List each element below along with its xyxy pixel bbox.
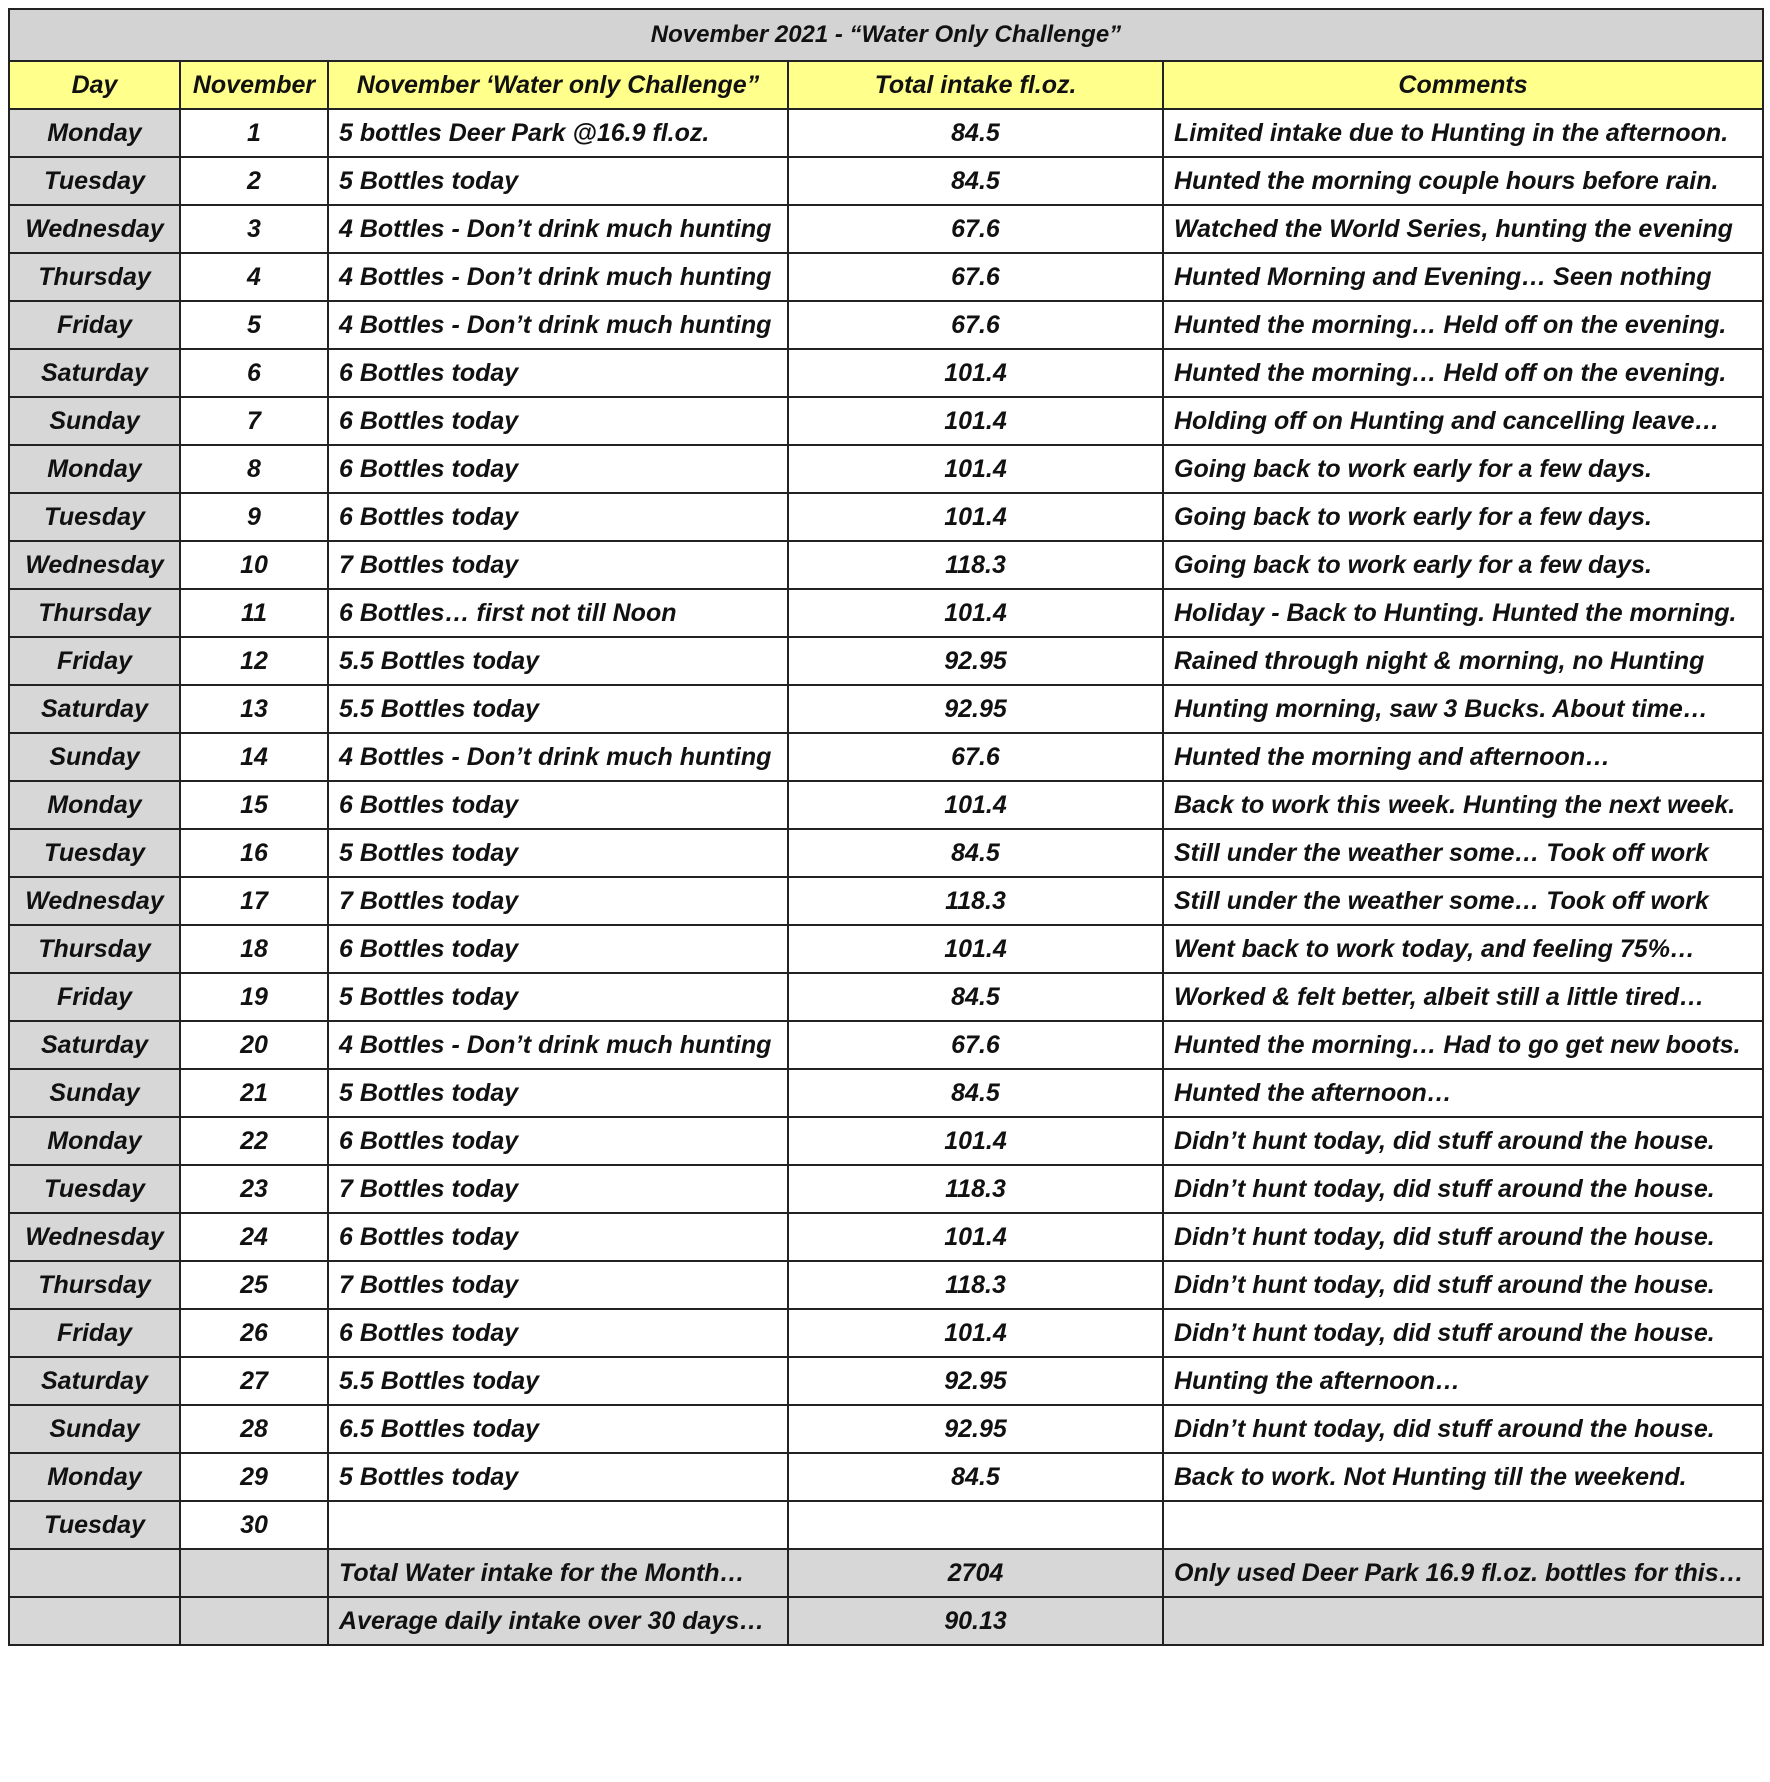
- total-intake-cell: 84.5: [788, 829, 1163, 877]
- table-row: [9, 733, 1763, 781]
- total-intake-cell: 67.6: [788, 205, 1163, 253]
- description-cell: 6 Bottles today: [328, 925, 788, 973]
- description-cell: 4 Bottles - Don’t drink much hunting: [328, 205, 788, 253]
- table-row: [9, 1021, 1763, 1069]
- comment-cell: Hunted the morning and afternoon…: [1163, 733, 1763, 781]
- total-intake-cell: 101.4: [788, 1309, 1163, 1357]
- total-intake-cell: 101.4: [788, 925, 1163, 973]
- day-cell: Thursday: [9, 925, 180, 973]
- header-row: [9, 61, 1763, 109]
- comment-cell: Rained through night & morning, no Hunting: [1163, 637, 1763, 685]
- table-row: [9, 349, 1763, 397]
- day-cell: Tuesday: [9, 829, 180, 877]
- date-cell: 25: [180, 1261, 328, 1309]
- table-row: [9, 109, 1763, 157]
- total-intake-cell: 84.5: [788, 973, 1163, 1021]
- table-row: [9, 685, 1763, 733]
- day-cell: Monday: [9, 1117, 180, 1165]
- total-intake-cell: 84.5: [788, 157, 1163, 205]
- date-cell: 11: [180, 589, 328, 637]
- header-total-intake: Total intake fl.oz.: [788, 61, 1163, 109]
- description-cell: 5 Bottles today: [328, 973, 788, 1021]
- comment-cell: Hunted the morning… Had to go get new boots.: [1163, 1021, 1763, 1069]
- day-cell: Tuesday: [9, 493, 180, 541]
- table-row: [9, 1405, 1763, 1453]
- description-cell: 5 Bottles today: [328, 1453, 788, 1501]
- total-intake-cell: 67.6: [788, 1021, 1163, 1069]
- description-cell: 4 Bottles - Don’t drink much hunting: [328, 301, 788, 349]
- day-cell: Tuesday: [9, 157, 180, 205]
- comment-cell: Worked & felt better, albeit still a little tired…: [1163, 973, 1763, 1021]
- header-day: Day: [9, 61, 180, 109]
- date-cell: 13: [180, 685, 328, 733]
- summary-comment: Only used Deer Park 16.9 fl.oz. bottles for this…: [1163, 1549, 1763, 1597]
- empty-cell: [180, 1549, 328, 1597]
- total-intake-cell: 101.4: [788, 397, 1163, 445]
- date-cell: 17: [180, 877, 328, 925]
- table-row: [9, 877, 1763, 925]
- comment-cell: Going back to work early for a few days.: [1163, 541, 1763, 589]
- day-cell: Thursday: [9, 253, 180, 301]
- comment-cell: Hunting morning, saw 3 Bucks. About time…: [1163, 685, 1763, 733]
- description-cell: 5 Bottles today: [328, 829, 788, 877]
- date-cell: 3: [180, 205, 328, 253]
- empty-cell: [180, 1597, 328, 1645]
- comment-cell: Going back to work early for a few days.: [1163, 445, 1763, 493]
- description-cell: 6 Bottles today: [328, 493, 788, 541]
- description-cell: 4 Bottles - Don’t drink much hunting: [328, 253, 788, 301]
- date-cell: 20: [180, 1021, 328, 1069]
- table-row: [9, 973, 1763, 1021]
- header-date: November: [180, 61, 328, 109]
- day-cell: Wednesday: [9, 877, 180, 925]
- date-cell: 9: [180, 493, 328, 541]
- date-cell: 15: [180, 781, 328, 829]
- day-cell: Wednesday: [9, 1213, 180, 1261]
- table-row: [9, 541, 1763, 589]
- description-cell: 6 Bottles today: [328, 445, 788, 493]
- table-row: [9, 1501, 1763, 1549]
- comment-cell: Didn’t hunt today, did stuff around the house.: [1163, 1117, 1763, 1165]
- comment-cell: Still under the weather some… Took off work: [1163, 829, 1763, 877]
- day-cell: Sunday: [9, 733, 180, 781]
- comment-cell: Hunted the morning couple hours before rain.: [1163, 157, 1763, 205]
- comment-cell: Still under the weather some… Took off work: [1163, 877, 1763, 925]
- description-cell: 6 Bottles today: [328, 1309, 788, 1357]
- summary-value: 90.13: [788, 1597, 1163, 1645]
- date-cell: 19: [180, 973, 328, 1021]
- day-cell: Thursday: [9, 1261, 180, 1309]
- date-cell: 10: [180, 541, 328, 589]
- comment-cell: Hunted the afternoon…: [1163, 1069, 1763, 1117]
- description-cell: 6 Bottles… first not till Noon: [328, 589, 788, 637]
- day-cell: Saturday: [9, 1357, 180, 1405]
- table-row: [9, 493, 1763, 541]
- date-cell: 30: [180, 1501, 328, 1549]
- description-cell: 4 Bottles - Don’t drink much hunting: [328, 1021, 788, 1069]
- comment-cell: Went back to work today, and feeling 75%…: [1163, 925, 1763, 973]
- description-cell: 6 Bottles today: [328, 349, 788, 397]
- comment-cell: Didn’t hunt today, did stuff around the house.: [1163, 1309, 1763, 1357]
- day-cell: Sunday: [9, 1069, 180, 1117]
- date-cell: 29: [180, 1453, 328, 1501]
- day-cell: Friday: [9, 973, 180, 1021]
- header-description: November ‘Water only Challenge”: [328, 61, 788, 109]
- total-intake-cell: 92.95: [788, 1357, 1163, 1405]
- day-cell: Monday: [9, 445, 180, 493]
- day-cell: Friday: [9, 1309, 180, 1357]
- description-cell: 5.5 Bottles today: [328, 637, 788, 685]
- date-cell: 12: [180, 637, 328, 685]
- summary-section: [9, 1549, 1763, 1645]
- date-cell: 16: [180, 829, 328, 877]
- comment-cell: Hunting the afternoon…: [1163, 1357, 1763, 1405]
- table-row: [9, 1117, 1763, 1165]
- total-intake-cell: 84.5: [788, 1069, 1163, 1117]
- table-row: [9, 1453, 1763, 1501]
- header-comments: Comments: [1163, 61, 1763, 109]
- total-intake-cell: 92.95: [788, 637, 1163, 685]
- summary-row: [9, 1549, 1763, 1597]
- day-cell: Sunday: [9, 1405, 180, 1453]
- table-row: [9, 829, 1763, 877]
- table-row: [9, 925, 1763, 973]
- date-cell: 8: [180, 445, 328, 493]
- total-intake-cell: [788, 1501, 1163, 1549]
- comment-cell: Going back to work early for a few days.: [1163, 493, 1763, 541]
- table-row: [9, 205, 1763, 253]
- description-cell: 6.5 Bottles today: [328, 1405, 788, 1453]
- description-cell: 6 Bottles today: [328, 1117, 788, 1165]
- comment-cell: Didn’t hunt today, did stuff around the house.: [1163, 1405, 1763, 1453]
- day-cell: Monday: [9, 781, 180, 829]
- table-row: [9, 301, 1763, 349]
- comment-cell: Back to work. Not Hunting till the weekend.: [1163, 1453, 1763, 1501]
- description-cell: 7 Bottles today: [328, 1261, 788, 1309]
- day-cell: Friday: [9, 637, 180, 685]
- date-cell: 26: [180, 1309, 328, 1357]
- total-intake-cell: 92.95: [788, 1405, 1163, 1453]
- total-intake-cell: 101.4: [788, 1213, 1163, 1261]
- total-intake-cell: 118.3: [788, 1261, 1163, 1309]
- day-cell: Thursday: [9, 589, 180, 637]
- comment-cell: Holding off on Hunting and cancelling leave…: [1163, 397, 1763, 445]
- sheet-title: November 2021 - “Water Only Challenge”: [9, 9, 1763, 61]
- total-intake-cell: 84.5: [788, 1453, 1163, 1501]
- summary-value: 2704: [788, 1549, 1163, 1597]
- total-intake-cell: 67.6: [788, 733, 1163, 781]
- table-row: [9, 1165, 1763, 1213]
- comment-cell: Hunted Morning and Evening… Seen nothing: [1163, 253, 1763, 301]
- day-cell: Sunday: [9, 397, 180, 445]
- total-intake-cell: 101.4: [788, 589, 1163, 637]
- table-row: [9, 1261, 1763, 1309]
- empty-cell: [9, 1549, 180, 1597]
- date-cell: 22: [180, 1117, 328, 1165]
- description-cell: 7 Bottles today: [328, 877, 788, 925]
- date-cell: 28: [180, 1405, 328, 1453]
- date-cell: 4: [180, 253, 328, 301]
- comment-cell: Hunted the morning… Held off on the evening.: [1163, 301, 1763, 349]
- total-intake-cell: 101.4: [788, 445, 1163, 493]
- description-cell: 5 bottles Deer Park @16.9 fl.oz.: [328, 109, 788, 157]
- total-intake-cell: 101.4: [788, 1117, 1163, 1165]
- description-cell: 5.5 Bottles today: [328, 1357, 788, 1405]
- day-cell: Monday: [9, 109, 180, 157]
- date-cell: 27: [180, 1357, 328, 1405]
- day-cell: Tuesday: [9, 1501, 180, 1549]
- date-cell: 2: [180, 157, 328, 205]
- table-row: [9, 1309, 1763, 1357]
- description-cell: 7 Bottles today: [328, 541, 788, 589]
- comment-cell: Limited intake due to Hunting in the afternoon.: [1163, 109, 1763, 157]
- total-intake-cell: 67.6: [788, 253, 1163, 301]
- table-row: [9, 1069, 1763, 1117]
- description-cell: 6 Bottles today: [328, 781, 788, 829]
- table-row: [9, 445, 1763, 493]
- table-row: [9, 1213, 1763, 1261]
- comment-cell: Watched the World Series, hunting the evening: [1163, 205, 1763, 253]
- description-cell: 6 Bottles today: [328, 397, 788, 445]
- table-row: [9, 637, 1763, 685]
- description-cell: 4 Bottles - Don’t drink much hunting: [328, 733, 788, 781]
- date-cell: 6: [180, 349, 328, 397]
- comment-cell: Didn’t hunt today, did stuff around the house.: [1163, 1261, 1763, 1309]
- comment-cell: Holiday - Back to Hunting. Hunted the morning.: [1163, 589, 1763, 637]
- total-intake-cell: 118.3: [788, 541, 1163, 589]
- comment-cell: Didn’t hunt today, did stuff around the house.: [1163, 1213, 1763, 1261]
- summary-comment: [1163, 1597, 1763, 1645]
- table-row: [9, 253, 1763, 301]
- total-intake-cell: 84.5: [788, 109, 1163, 157]
- day-cell: Friday: [9, 301, 180, 349]
- description-cell: 5 Bottles today: [328, 157, 788, 205]
- table-row: [9, 781, 1763, 829]
- table-row: [9, 1357, 1763, 1405]
- date-cell: 18: [180, 925, 328, 973]
- day-cell: Saturday: [9, 685, 180, 733]
- description-cell: 7 Bottles today: [328, 1165, 788, 1213]
- comment-cell: [1163, 1501, 1763, 1549]
- description-cell: 5 Bottles today: [328, 1069, 788, 1117]
- day-cell: Saturday: [9, 349, 180, 397]
- description-cell: 6 Bottles today: [328, 1213, 788, 1261]
- day-cell: Wednesday: [9, 205, 180, 253]
- table-body: [9, 109, 1763, 1549]
- day-cell: Tuesday: [9, 1165, 180, 1213]
- date-cell: 14: [180, 733, 328, 781]
- summary-row: [9, 1597, 1763, 1645]
- description-cell: 5.5 Bottles today: [328, 685, 788, 733]
- date-cell: 23: [180, 1165, 328, 1213]
- total-intake-cell: 101.4: [788, 349, 1163, 397]
- total-intake-cell: 101.4: [788, 493, 1163, 541]
- date-cell: 7: [180, 397, 328, 445]
- date-cell: 24: [180, 1213, 328, 1261]
- empty-cell: [9, 1597, 180, 1645]
- date-cell: 5: [180, 301, 328, 349]
- date-cell: 21: [180, 1069, 328, 1117]
- total-intake-cell: 118.3: [788, 1165, 1163, 1213]
- water-intake-table: [8, 8, 1764, 1646]
- summary-label: Average daily intake over 30 days…: [328, 1597, 788, 1645]
- table-row: [9, 589, 1763, 637]
- date-cell: 1: [180, 109, 328, 157]
- table-row: [9, 397, 1763, 445]
- comment-cell: Hunted the morning… Held off on the evening.: [1163, 349, 1763, 397]
- total-intake-cell: 92.95: [788, 685, 1163, 733]
- comment-cell: Didn’t hunt today, did stuff around the house.: [1163, 1165, 1763, 1213]
- summary-label: Total Water intake for the Month…: [328, 1549, 788, 1597]
- day-cell: Wednesday: [9, 541, 180, 589]
- table-row: [9, 157, 1763, 205]
- total-intake-cell: 101.4: [788, 781, 1163, 829]
- total-intake-cell: 67.6: [788, 301, 1163, 349]
- description-cell: [328, 1501, 788, 1549]
- day-cell: Saturday: [9, 1021, 180, 1069]
- total-intake-cell: 118.3: [788, 877, 1163, 925]
- day-cell: Monday: [9, 1453, 180, 1501]
- comment-cell: Back to work this week. Hunting the next week.: [1163, 781, 1763, 829]
